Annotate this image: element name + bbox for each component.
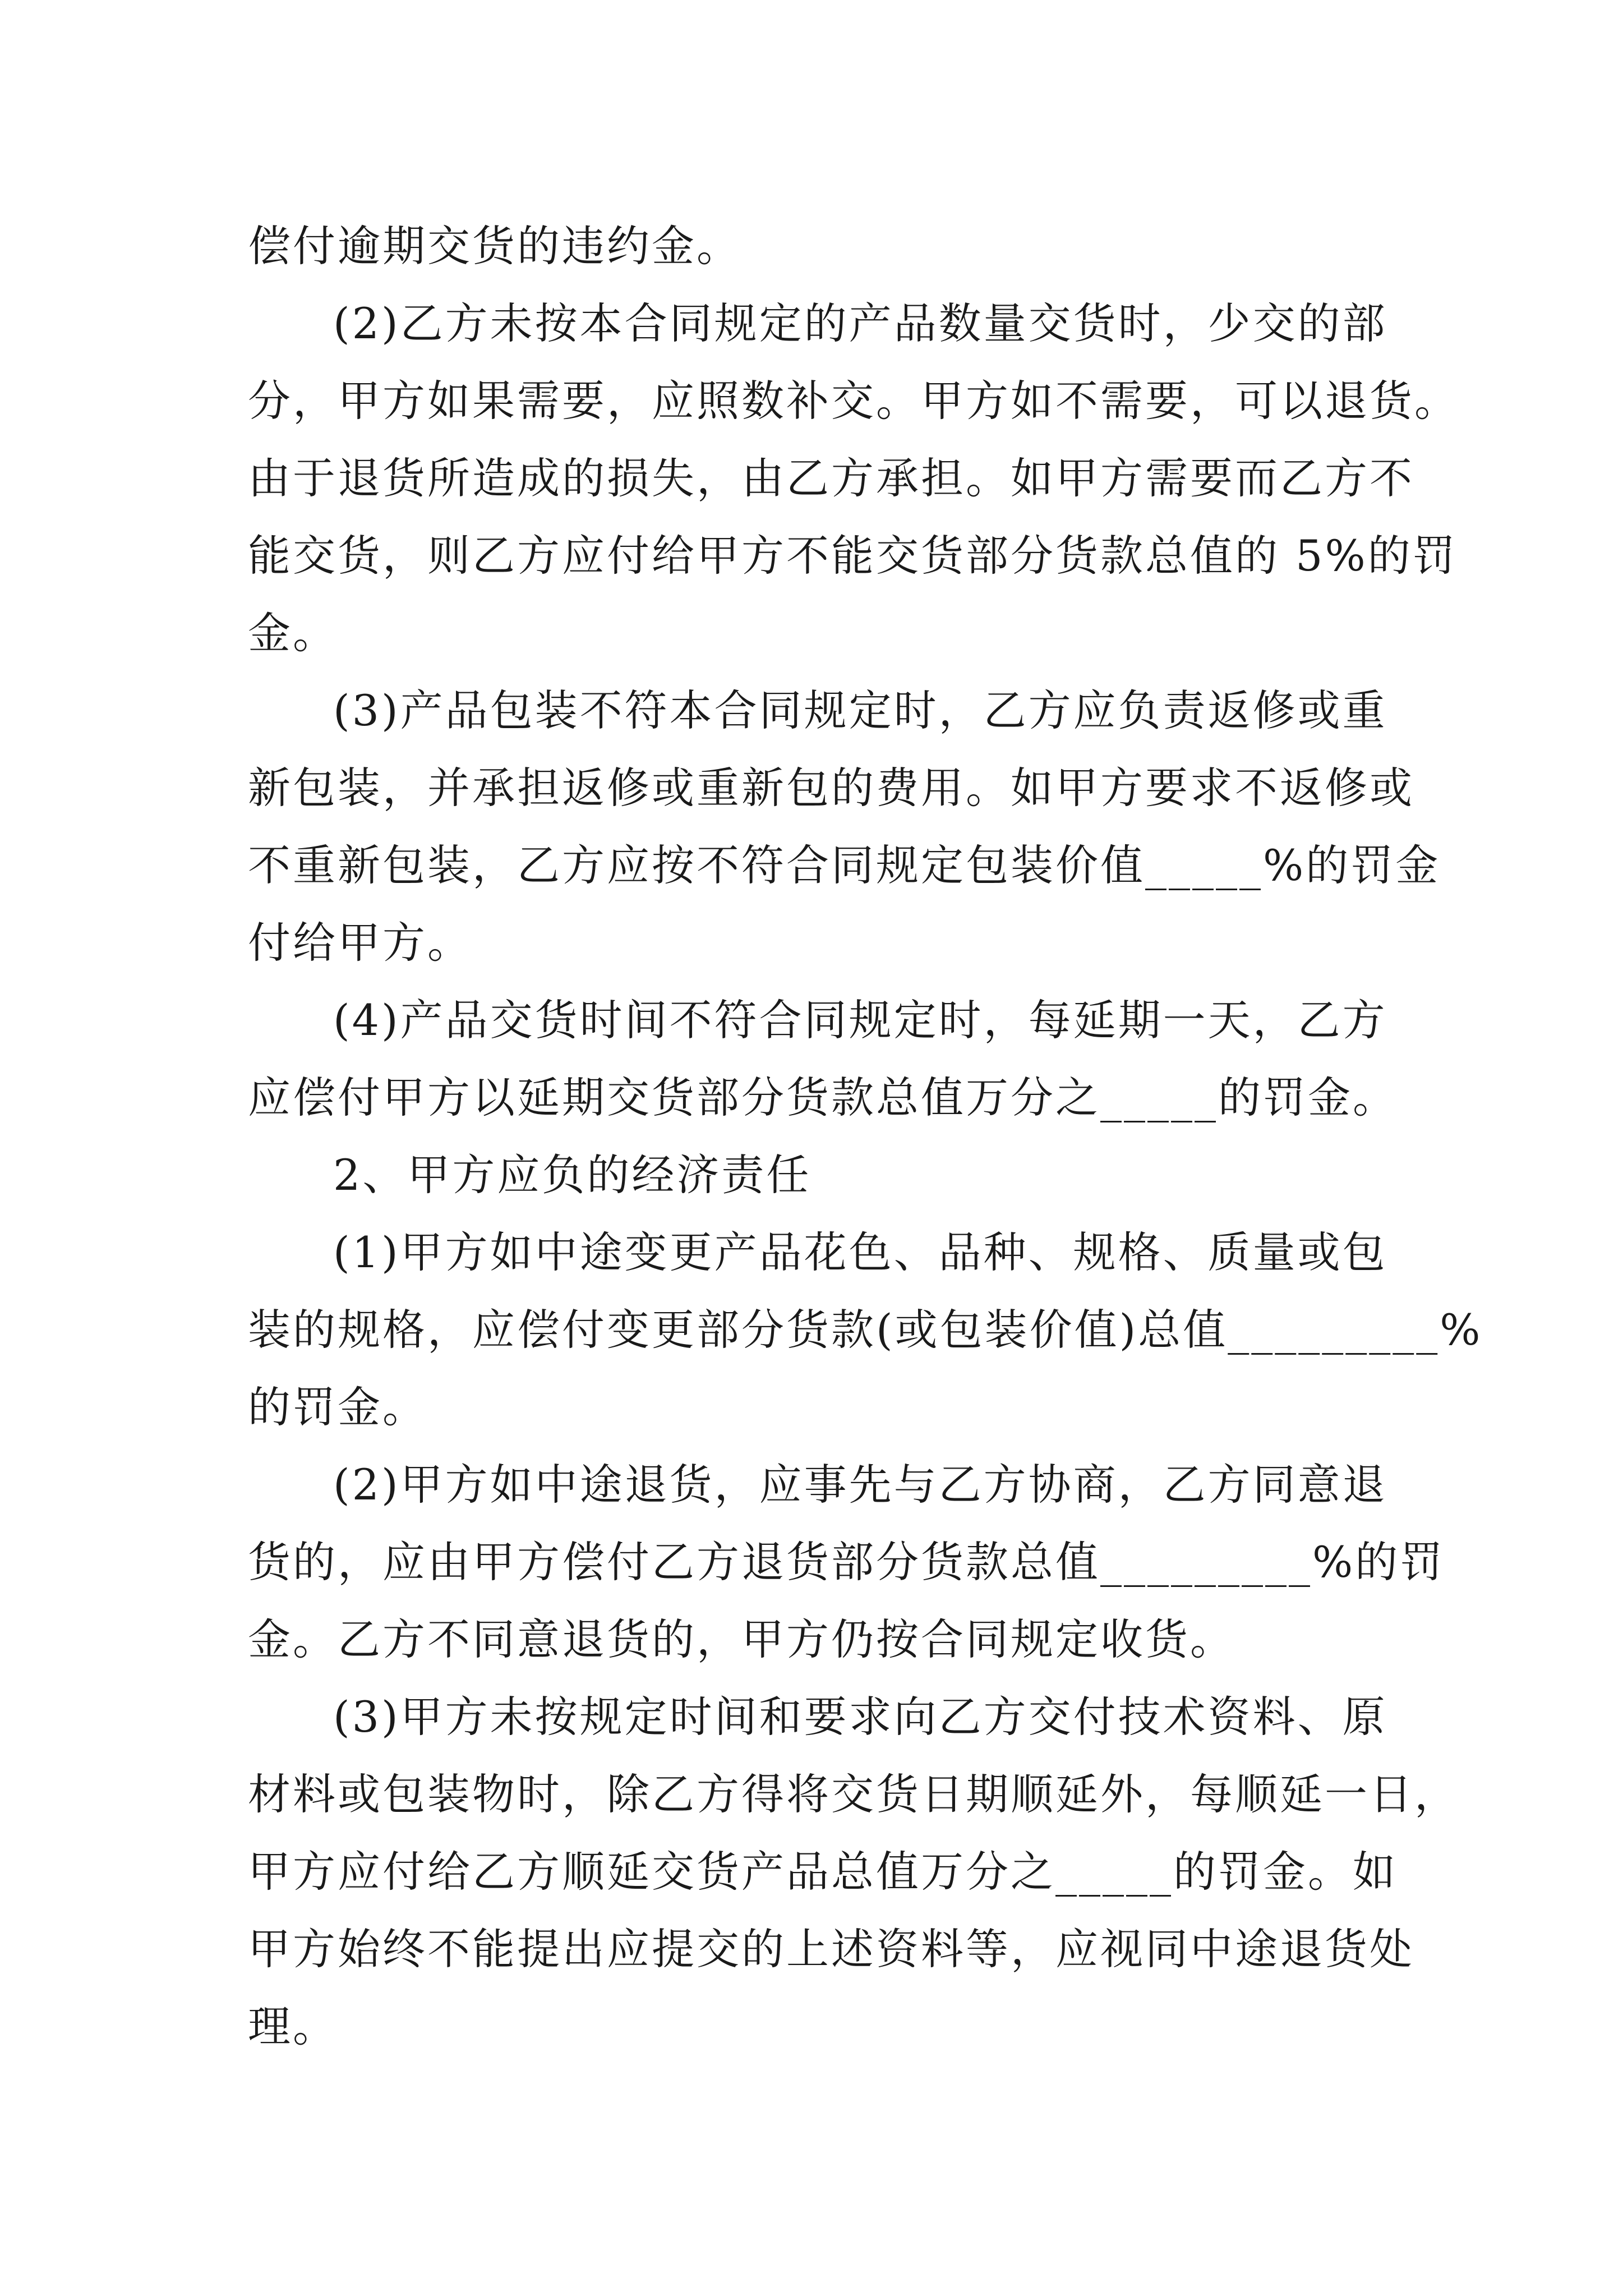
- text-line: (2)甲方如中途退货，应事先与乙方协商，乙方同意退: [333, 1460, 1387, 1510]
- text-line: 金。乙方不同意退货的，甲方仍按合同规定收货。: [248, 1614, 1235, 1664]
- text-line: 材料或包装物时，除乙方得将交货日期顺延外，每顺延一日，: [248, 1769, 1459, 1819]
- text-line: 应偿付甲方以延期交货部分货款总值万分之_____的罚金。: [248, 1073, 1398, 1122]
- text-line: 金。: [248, 608, 338, 658]
- text-line: (3)甲方未按规定时间和要求向乙方交付技术资料、原: [333, 1692, 1387, 1742]
- text-line: (1)甲方如中途变更产品花色、品种、规格、质量或包: [333, 1227, 1387, 1277]
- document-page: [248, 208, 1483, 2065]
- text-line: 付给甲方。: [248, 918, 472, 968]
- text-line: (2)乙方未按本合同规定的产品数量交货时，少交的部: [333, 298, 1387, 348]
- text-line: (3)产品包装不符本合同规定时，乙方应负责返修或重: [333, 685, 1387, 735]
- text-line: 由于退货所造成的损失，由乙方承担。如甲方需要而乙方不: [248, 453, 1414, 503]
- text-line: 装的规格，应偿付变更部分货款(或包装价值)总值_________%: [248, 1305, 1483, 1355]
- text-line: 货的，应由甲方偿付乙方退货部分货款总值_________%的罚: [248, 1537, 1445, 1587]
- text-line: 不重新包装，乙方应按不符合同规定包装价值_____%的罚金: [248, 840, 1441, 890]
- text-line: (4)产品交货时间不符合同规定时，每延期一天，乙方: [333, 995, 1387, 1045]
- text-line: 能交货，则乙方应付给甲方不能交货部分货款总值的 5%的罚: [248, 531, 1458, 581]
- text-line: 甲方始终不能提出应提交的上述资料等，应视同中途退货处: [248, 1924, 1414, 1974]
- text-line: 偿付逾期交货的违约金。: [248, 221, 741, 271]
- text-line: 分，甲方如果需要，应照数补交。甲方如不需要，可以退货。: [248, 376, 1459, 426]
- text-line: 甲方应付给乙方顺延交货产品总值万分之_____的罚金。如: [248, 1847, 1398, 1897]
- section-heading: 2、甲方应负的经济责任: [333, 1150, 811, 1200]
- text-line: 的罚金。: [248, 1382, 427, 1432]
- text-line: 理。: [248, 2001, 338, 2051]
- text-line: 新包装，并承担返修或重新包的费用。如甲方要求不返修或: [248, 763, 1414, 813]
